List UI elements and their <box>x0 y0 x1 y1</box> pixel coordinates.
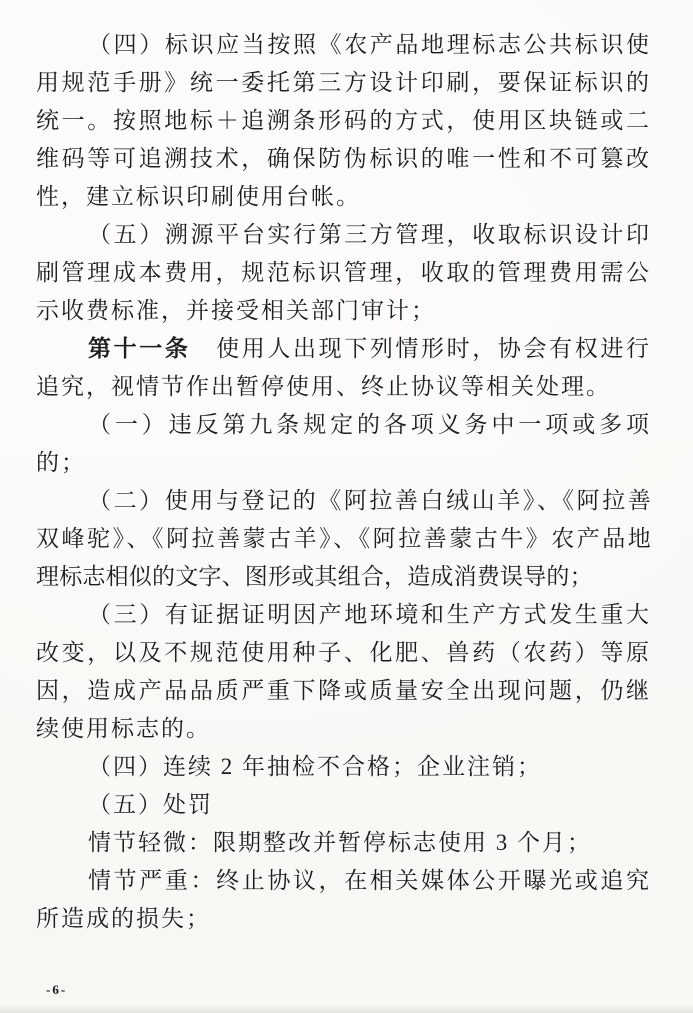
text-segment: 情节严重：终止协议，在相关媒体公开曝光或追究 <box>88 868 651 893</box>
text-line <box>36 710 651 748</box>
text-segment: 因，造成产品品质严重下降或质量安全出现问题，仍继 <box>36 678 651 703</box>
text-segment: （五）溯源平台实行第三方管理，收取标识设计印 <box>88 222 651 247</box>
text-line <box>36 26 651 64</box>
text-line <box>36 558 651 596</box>
text-segment: 理标志相似的文字、图形或其组合，造成消费误导的； <box>36 564 593 589</box>
text-line <box>36 482 651 520</box>
page-number: -6- <box>46 982 68 997</box>
text-line <box>36 102 651 140</box>
text-line <box>36 178 651 216</box>
text-line <box>36 330 651 368</box>
text-line <box>36 634 651 672</box>
text-segment: 双峰驼》、《阿拉善蒙古羊》、《阿拉善蒙古牛》农产品地 <box>36 526 651 551</box>
text-segment: 续使用标志的。 <box>36 716 211 741</box>
text-line <box>36 862 651 900</box>
text-segment: 情节轻微：限期整改并暂停标志使用 3 个月； <box>88 830 592 855</box>
text-line <box>36 406 651 444</box>
text-segment: 统一。按照地标＋追溯条形码的方式，使用区块链或二 <box>36 108 651 133</box>
text-segment: 用规范手册》统一委托第三方设计印刷，要保证标识的 <box>36 70 651 95</box>
text-segment: 追究，视情节作出暂停使用、终止协议等相关处理。 <box>36 374 611 399</box>
text-segment: 性，建立标识印刷使用台帐。 <box>36 184 361 209</box>
document-body <box>36 26 651 938</box>
text-line <box>36 824 651 862</box>
text-segment: （四）连续 2 年抽检不合格；企业注销； <box>88 754 542 779</box>
text-segment: 示收费标准，并接受相关部门审计； <box>36 298 436 323</box>
text-segment: （四）标识应当按照《农产品地理标志公共标识使 <box>88 32 651 57</box>
text-segment: 所造成的损失； <box>36 906 211 931</box>
text-line <box>36 292 651 330</box>
text-segment: 维码等可追溯技术，确保防伪标识的唯一性和不可篡改 <box>36 146 651 171</box>
article-number: 第十一条 <box>88 336 191 361</box>
text-segment: （一）违反第九条规定的各项义务中一项或多项 <box>88 412 651 437</box>
text-line <box>36 900 651 938</box>
text-segment: 改变，以及不规范使用种子、化肥、兽药（农药）等原 <box>36 640 651 665</box>
text-line <box>36 596 651 634</box>
text-segment: 的； <box>36 450 86 475</box>
text-line <box>36 216 651 254</box>
text-line <box>36 786 651 824</box>
text-line <box>36 64 651 102</box>
text-line <box>36 748 651 786</box>
text-segment: （五）处罚 <box>88 792 213 817</box>
text-segment: （三）有证据证明因产地环境和生产方式发生重大 <box>88 602 651 627</box>
text-line <box>36 672 651 710</box>
text-line <box>36 444 651 482</box>
text-segment: 刷管理成本费用，规范标识管理，收取的管理费用需公 <box>36 260 651 285</box>
scan-edge-shadow <box>0 1004 693 1013</box>
text-line <box>36 368 651 406</box>
text-line <box>36 520 651 558</box>
text-line <box>36 254 651 292</box>
text-segment: 使用人出现下列情形时，协会有权进行 <box>190 336 652 361</box>
text-segment: （二）使用与登记的《阿拉善白绒山羊》、《阿拉善 <box>88 488 651 513</box>
text-line <box>36 140 651 178</box>
